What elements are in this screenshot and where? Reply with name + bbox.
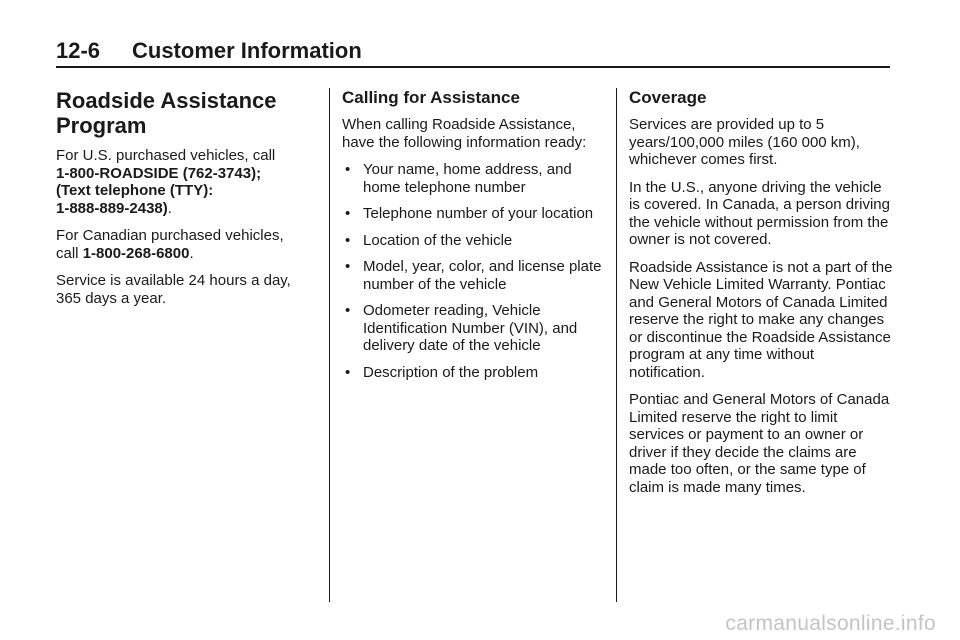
us-contact-paragraph — [56, 147, 318, 217]
list-item — [342, 364, 604, 382]
warranty-notice-text: Roadside Assistance is not a part of the New Vehicle Limited Warranty. Pontiac and General Motors of Canada Limited reserve the right to make any changes or discontinue the Roadside Assistance program at any time without notification. — [629, 258, 893, 381]
program-heading — [56, 88, 318, 138]
calling-heading: Calling for Assistance — [342, 88, 520, 107]
canada-intro-text: For Canadian purchased vehicles, — [56, 227, 284, 244]
us-intro-text: For U.S. purchased vehicles, call — [56, 147, 276, 164]
list-item — [342, 232, 604, 250]
bullet-icon: • — [345, 161, 351, 178]
bullet-icon: • — [345, 363, 351, 381]
list-item — [342, 302, 604, 355]
list-item-text: Model, year, color, and license plate number of the vehicle — [363, 258, 602, 293]
list-item-text: Location of the vehicle — [363, 231, 513, 249]
canada-end-punct: . — [189, 244, 194, 262]
tty-phone: 1-888-889-2438) — [56, 199, 168, 217]
coverage-heading: Coverage — [629, 88, 707, 107]
us-roadside-phone: 1-800-ROADSIDE (762-3743); — [56, 164, 262, 182]
tty-label: (Text telephone (TTY): — [56, 182, 214, 199]
bullet-icon: • — [345, 258, 351, 275]
availability-text: Service is available 24 hours a day, 365 days a year. — [56, 272, 291, 307]
coverage-eligibility-text: In the U.S., anyone driving the vehicle is covered. In Canada, a person driving the vehicle without permission from the owner is not covered. — [629, 178, 890, 248]
page-header — [56, 38, 890, 68]
column-divider — [329, 88, 330, 602]
list-item-text: Odometer reading, Vehicle Identification Number (VIN), and delivery date of the vehicle — [363, 302, 578, 354]
column-calling-assistance — [342, 88, 604, 390]
section-title: Customer Information — [132, 38, 362, 63]
column-roadside-program — [56, 88, 318, 317]
column-coverage — [629, 88, 894, 506]
coverage-limits-text: Services are provided up to 5 years/100,000 miles (160 000 km), whichever comes first. — [629, 116, 860, 168]
service-limits-text: Pontiac and General Motors of Canada Limited reserve the right to limit services or payment to an owner or driver if they decide the claims are made too often, or the same type of claim is made many times. — [629, 391, 890, 496]
list-item — [342, 205, 604, 223]
program-heading-line2: Program — [56, 113, 147, 138]
canada-contact-paragraph — [56, 227, 318, 262]
bullet-icon: • — [345, 205, 351, 222]
us-end-punct: . — [167, 199, 172, 217]
list-item-text: Description of the problem — [363, 363, 539, 381]
list-item — [342, 258, 604, 293]
page-number: 12-6 — [56, 38, 101, 63]
canada-phone: 1-800-268-6800 — [82, 244, 190, 262]
bullet-icon: • — [345, 302, 351, 319]
canada-call-text: call — [56, 244, 79, 262]
site-watermark: carmanualsonline.info — [725, 612, 936, 635]
column-divider — [616, 88, 617, 602]
program-heading-line1: Roadside Assistance — [56, 88, 277, 113]
info-checklist — [342, 161, 604, 381]
calling-intro: When calling Roadside Assistance, have the following information ready: — [342, 116, 587, 151]
list-item-text: Your name, home address, and home telephone number — [363, 161, 572, 196]
list-item — [342, 161, 604, 196]
list-item-text: Telephone number of your location — [363, 205, 594, 222]
bullet-icon: • — [345, 231, 351, 249]
